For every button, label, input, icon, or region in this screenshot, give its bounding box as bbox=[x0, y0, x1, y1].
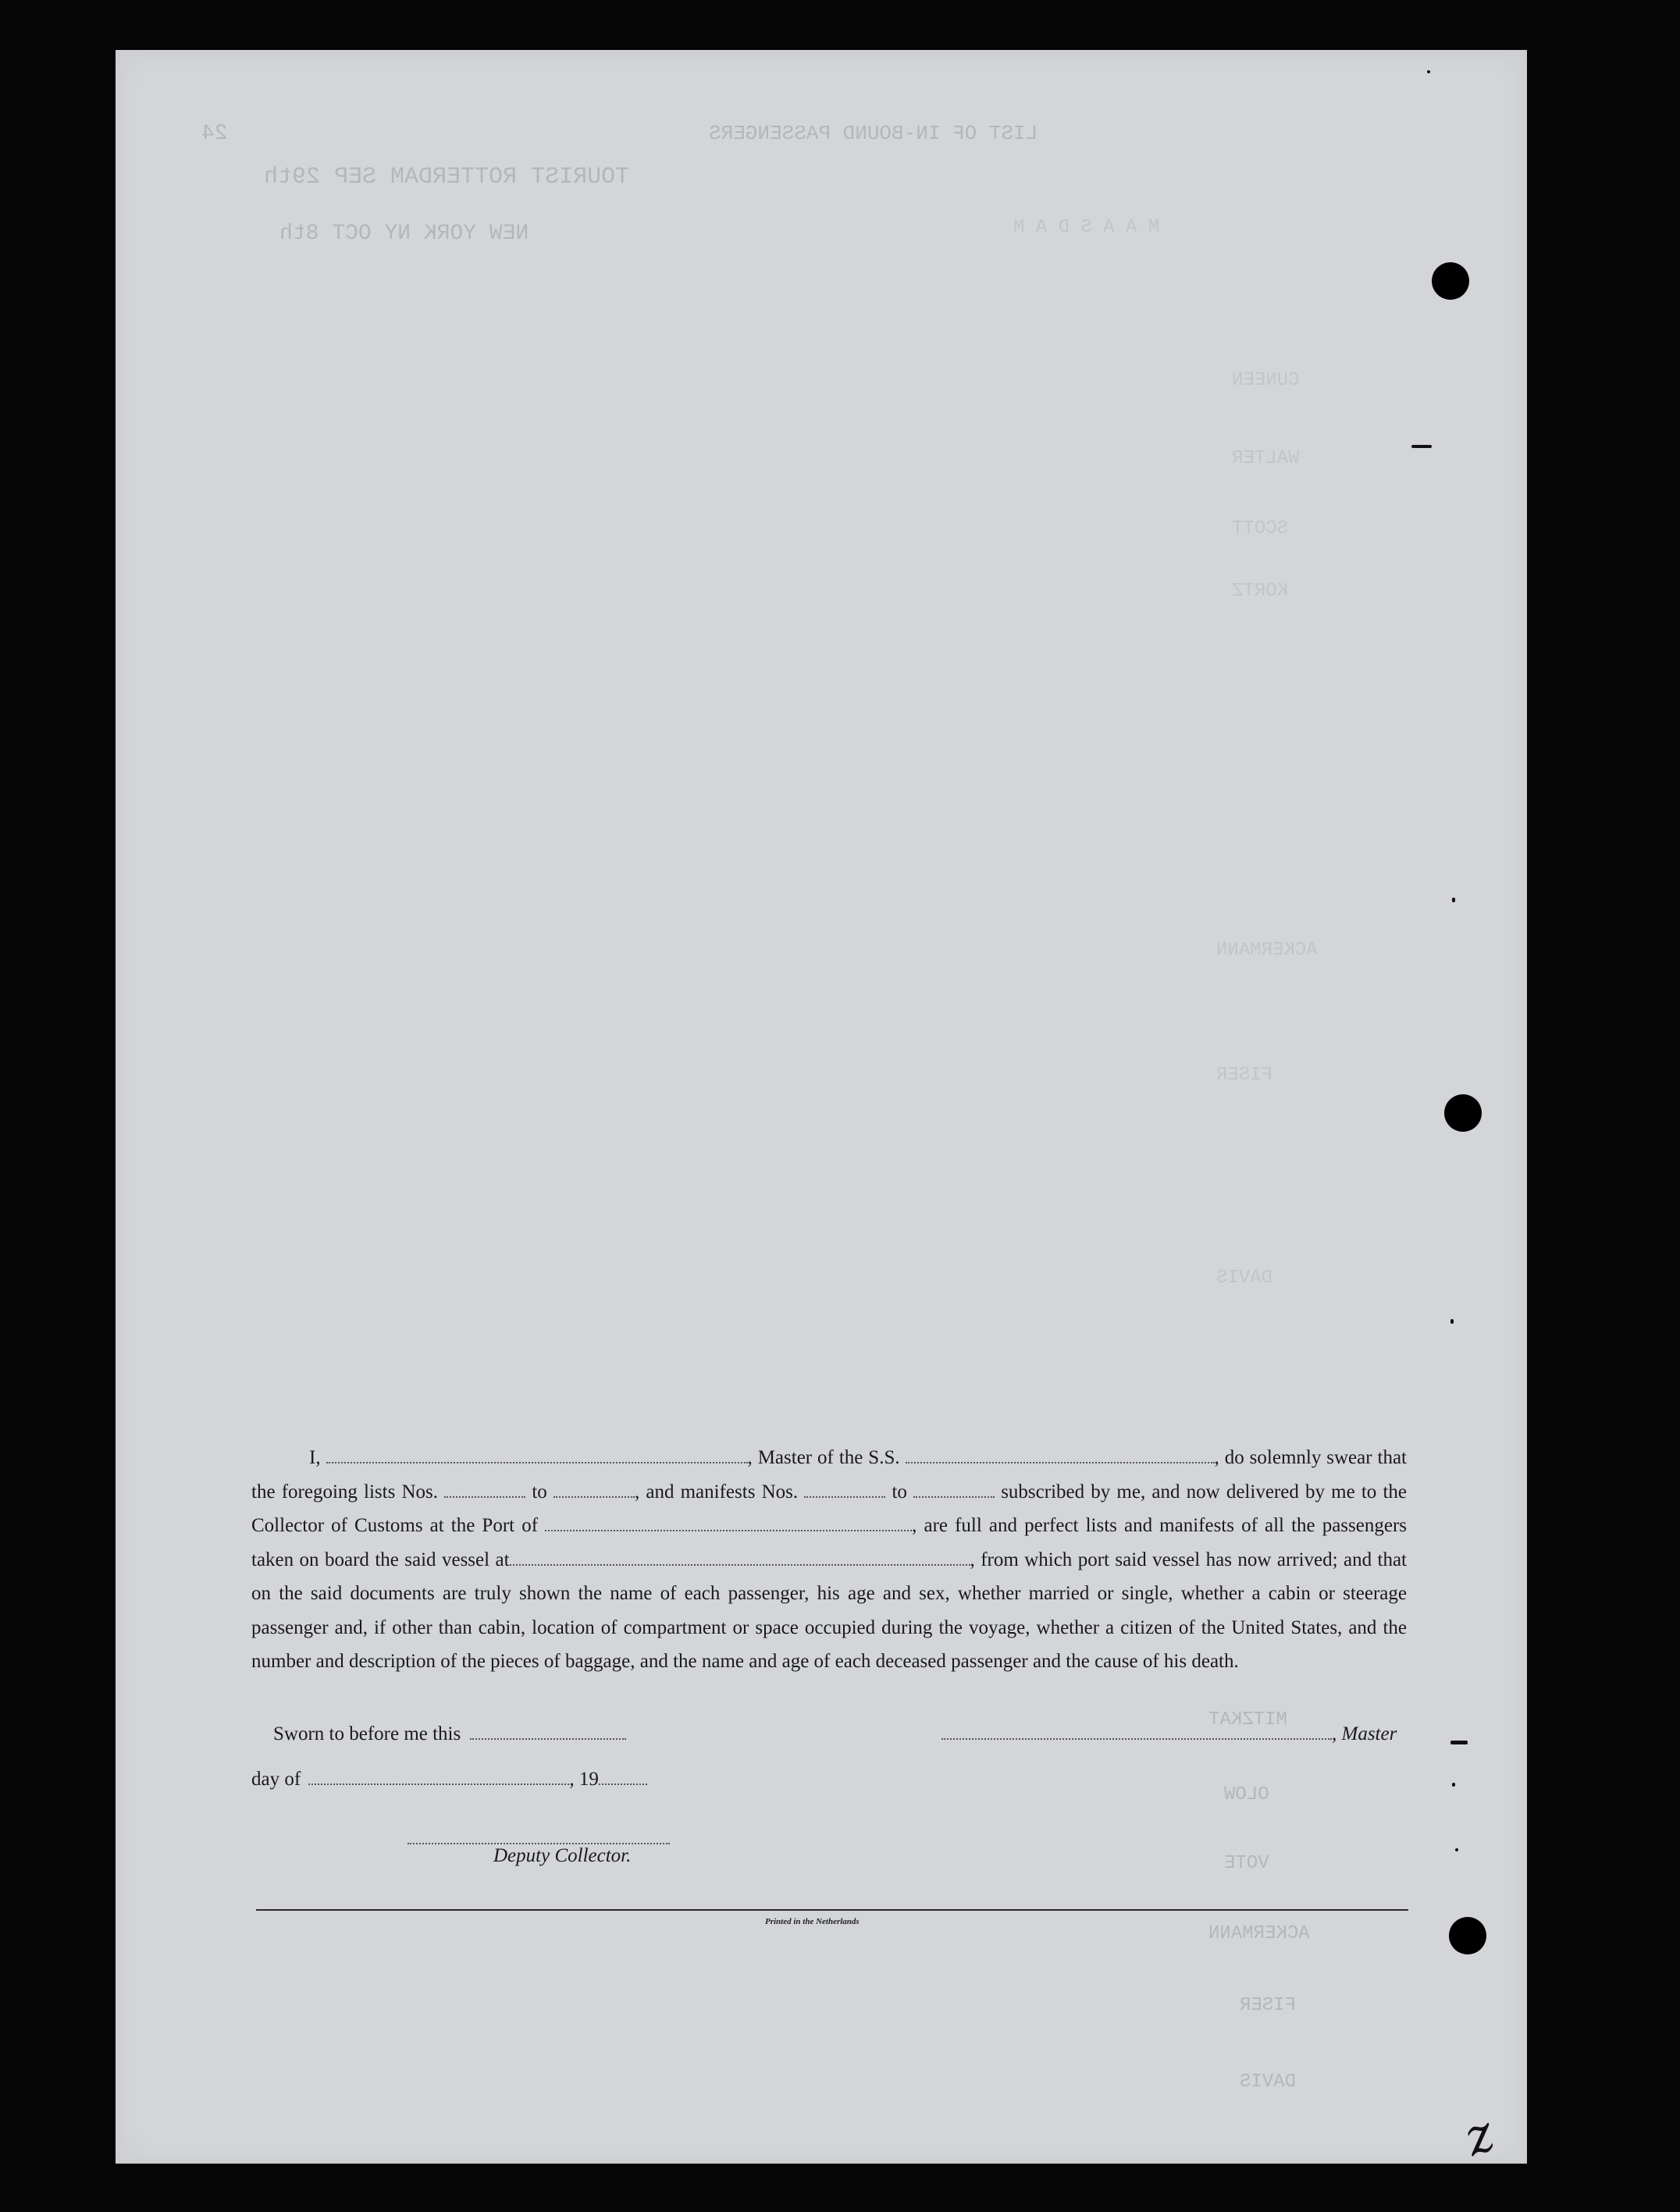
document-sheet bbox=[116, 50, 1527, 2164]
margin-mark bbox=[1450, 1319, 1454, 1324]
manifests-to-field[interactable] bbox=[913, 1482, 995, 1498]
oath-text: , Master of the S.S. bbox=[747, 1447, 900, 1468]
oath-text: , do solemnly swear that the foregoing lists Nos. bbox=[251, 1447, 1407, 1503]
lists-from-field[interactable] bbox=[444, 1482, 525, 1498]
punch-hole bbox=[1432, 262, 1469, 300]
punch-hole bbox=[1449, 1917, 1486, 1954]
handwritten-initial-mark: z bbox=[1457, 2104, 1502, 2168]
bleed-through-name: SCOTT bbox=[1232, 518, 1289, 539]
lists-to-field[interactable] bbox=[553, 1482, 635, 1498]
bleed-through-name: DAVIS bbox=[1240, 2072, 1297, 2093]
printed-in-label: Printed in the Netherlands bbox=[765, 1917, 860, 1926]
master-oath-paragraph bbox=[251, 1441, 1407, 1679]
oath-text: to bbox=[532, 1481, 547, 1503]
master-signature-field[interactable] bbox=[941, 1724, 1332, 1740]
sworn-label: Sworn to before me this bbox=[273, 1723, 461, 1744]
bleed-through-line: NEW YORK NY OCT 8th bbox=[279, 222, 529, 246]
deputy-collector-label: Deputy Collector. bbox=[493, 1845, 632, 1866]
manifests-from-field[interactable] bbox=[804, 1482, 885, 1498]
margin-mark bbox=[1452, 1783, 1455, 1787]
bleed-through-name: DAVIS bbox=[1216, 1268, 1273, 1289]
year-field[interactable] bbox=[599, 1769, 647, 1785]
master-name-field[interactable] bbox=[326, 1448, 748, 1463]
port-of-departure-field[interactable] bbox=[510, 1550, 970, 1566]
day-of-label: day of bbox=[251, 1769, 301, 1790]
port-of-arrival-field[interactable] bbox=[545, 1516, 912, 1531]
month-field[interactable] bbox=[308, 1769, 569, 1785]
bleed-through-name: FISER bbox=[1240, 1995, 1297, 2016]
sworn-date-field[interactable] bbox=[470, 1724, 626, 1740]
vessel-name-field[interactable] bbox=[906, 1448, 1215, 1463]
margin-mark bbox=[1452, 898, 1455, 902]
year-label: , 19 bbox=[569, 1769, 599, 1790]
bleed-through-name: FISER bbox=[1216, 1065, 1273, 1086]
bleed-through-name: WALTER bbox=[1232, 448, 1300, 469]
oath-text: , from which port said vessel has now arrived; and that on the said documents are truly shown the name of each passenger, his age and sex, whether married or single, whether a cabin or steerage passenger and, if other than cabin, location of compartment or space occupied during the voyage, whether a citizen of the United States, and the number and description of the pieces of baggage, and the name and age of each deceased passenger and the cause of his death. bbox=[251, 1549, 1407, 1672]
oath-text: I, bbox=[309, 1447, 321, 1468]
bleed-through-line: M A A S D A M bbox=[1013, 217, 1160, 238]
oath-text: , are full and perfect lists and manifests of all the passengers taken on board the said vessel at bbox=[251, 1515, 1408, 1570]
master-label: , Master bbox=[1332, 1723, 1397, 1744]
bleed-through-page-number: 24 bbox=[201, 122, 228, 146]
margin-mark bbox=[1427, 70, 1430, 73]
margin-mark bbox=[1455, 1848, 1458, 1851]
bleed-through-name: OLOW bbox=[1224, 1784, 1269, 1805]
oath-text: subscribed by me, and now delivered by me to the Collector of Customs at the Port of bbox=[251, 1481, 1407, 1536]
bleed-through-name: VOTE bbox=[1224, 1853, 1269, 1874]
oath-text: , and manifests Nos. bbox=[634, 1481, 799, 1503]
bleed-through-title: LIST OF IN-BOUND PASSENGERS bbox=[709, 122, 1038, 145]
bleed-through-name: MITZKAT bbox=[1208, 1709, 1287, 1730]
bleed-through-name: ACKERMANN bbox=[1216, 940, 1318, 961]
footer-rule bbox=[256, 1909, 1408, 1911]
deputy-signature-field[interactable] bbox=[408, 1829, 670, 1844]
punch-hole bbox=[1444, 1094, 1482, 1132]
bleed-through-name: KORTZ bbox=[1232, 581, 1289, 602]
oath-text: to bbox=[892, 1481, 907, 1503]
bleed-through-name: CUNEEN bbox=[1232, 370, 1300, 391]
bleed-through-line: TOURIST ROTTERDAM SEP 29th bbox=[264, 164, 630, 190]
margin-mark bbox=[1450, 1741, 1468, 1744]
bleed-through-name: ACKERMANN bbox=[1208, 1923, 1310, 1944]
margin-mark bbox=[1411, 445, 1432, 448]
